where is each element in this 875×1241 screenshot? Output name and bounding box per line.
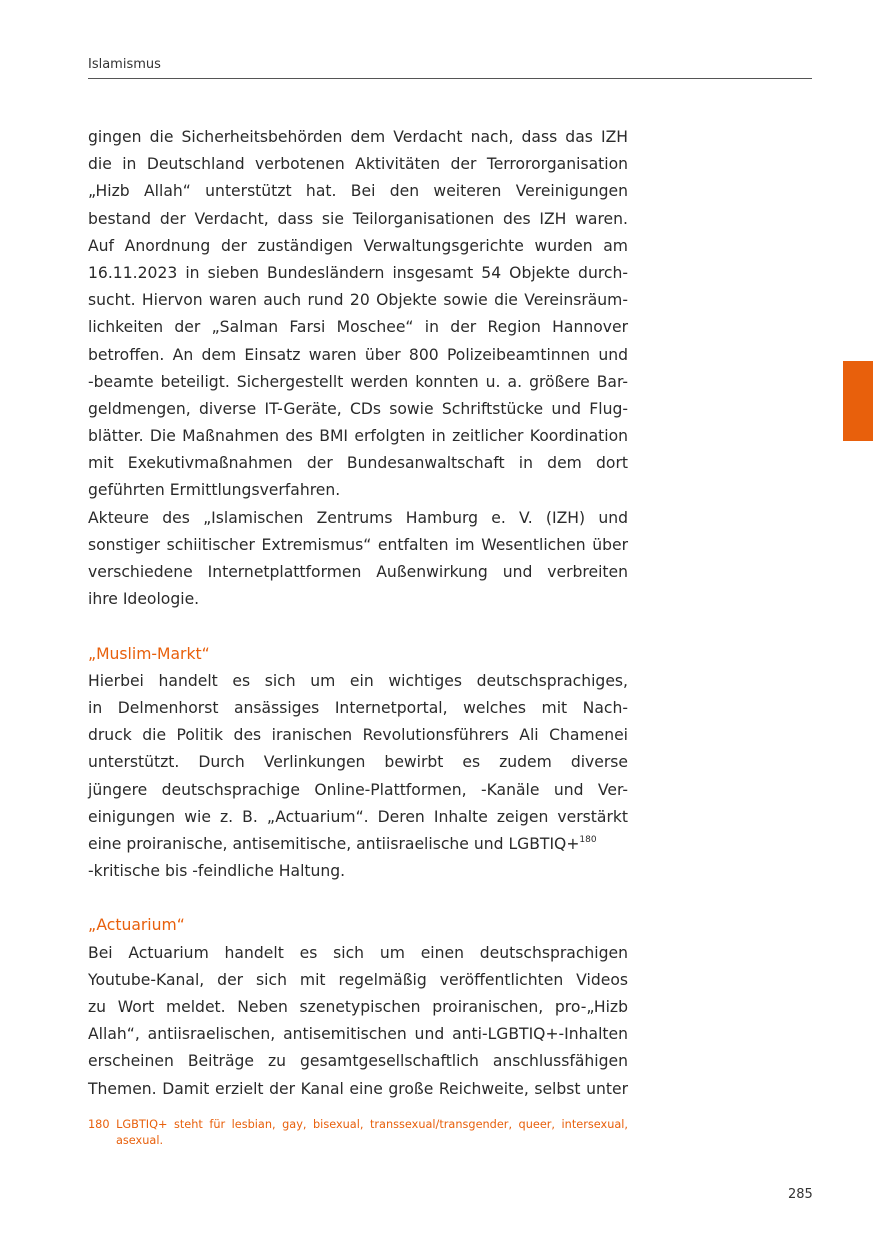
- text-line: ihre Ideologie.: [88, 590, 200, 609]
- text-line: druck die Politik des iranischen Revolutionsführers Ali Chamenei: [88, 726, 628, 745]
- text-line: Akteure des „Islamischen Zentrums Hamburg e. V. (IZH) und: [88, 508, 628, 527]
- footnote-text: asexual.: [116, 1134, 164, 1147]
- text-line: Allah“, antiisraelischen, antisemitischen und anti-LGBTIQ+-Inhalten: [88, 1025, 628, 1044]
- text-line: lichkeiten der „Salman Farsi Moschee“ in der Region Hannover: [88, 318, 628, 337]
- text-line: zu Wort meldet. Neben szenetypischen proiranischen, pro-„Hizb: [88, 998, 628, 1016]
- text-line: gingen die Sicherheitsbehörden dem Verdacht nach, dass das IZH: [88, 128, 628, 146]
- text-line: in Delmenhorst ansässiges Internetportal, welches mit Nach-: [88, 698, 628, 717]
- header-rule: [88, 78, 812, 79]
- text-line: die in Deutschland verbotenen Aktivitäten der Terrororganisation: [88, 155, 628, 174]
- paragraph-spacer: [88, 885, 628, 912]
- section-marker-tab: [843, 361, 873, 441]
- text-line: geldmengen, diverse IT-Geräte, CDs sowie Schriftstücke und Flug-: [88, 399, 628, 418]
- text-line-with-footnote: [88, 831, 628, 858]
- text-line: jüngere deutschsprachige Online-Plattformen, -Kanäle und Ver-: [88, 780, 628, 799]
- text-line: 16.11.2023 in sieben Bundesländern insgesamt 54 Objekte durch-: [88, 263, 628, 282]
- text-line: geführten Ermittlungsverfahren.: [88, 481, 341, 500]
- text-line: Themen. Damit erzielt der Kanal eine große Reichweite, selbst unter: [88, 1079, 628, 1098]
- text-line: betroffen. An dem Einsatz waren über 800 Polizeibeamtinnen und: [88, 345, 628, 364]
- text-line: Youtube-Kanal, der sich mit regelmäßig veröffentlichten Videos: [88, 970, 628, 989]
- footnote: [88, 1117, 628, 1149]
- section-heading-muslim-markt: „Muslim-Markt“: [88, 644, 210, 663]
- text-line: Bei Actuarium handelt es sich um einen deutschsprachigen: [88, 943, 628, 962]
- text-line: bestand der Verdacht, dass sie Teilorganisationen des IZH waren.: [88, 209, 628, 228]
- text-line: Hierbei handelt es sich um ein wichtiges deutschsprachiges,: [88, 671, 628, 690]
- section-heading-actuarium: „Actuarium“: [88, 916, 185, 935]
- text-line: unterstützt. Durch Verlinkungen bewirbt es zudem diverse: [88, 753, 628, 772]
- body-text: [88, 124, 628, 1103]
- footnote-reference: 180: [579, 834, 597, 845]
- page-number: 285: [788, 1187, 813, 1202]
- text-line: -beamte beteiligt. Sichergestellt werden konnten u. a. größere Bar-: [88, 372, 628, 391]
- text-line: erscheinen Beiträge zu gesamtgesellschaftlich anschlussfähigen: [88, 1052, 628, 1071]
- text-line: mit Exekutivmaßnahmen der Bundesanwaltschaft in dem dort: [88, 454, 628, 473]
- footnote-text: 180 LGBTIQ+ steht für lesbian, gay, bisexual, transsexual/transgender, queer, intersexual,: [88, 1118, 628, 1131]
- text-line: -kritische bis -feindliche Haltung.: [88, 862, 346, 881]
- text-line: sonstiger schiitischer Extremismus“ entfalten im Wesentlichen über: [88, 535, 628, 554]
- text-line: Auf Anordnung der zuständigen Verwaltungsgerichte wurden am: [88, 236, 628, 255]
- text-line: verschiedene Internetplattformen Außenwirkung und verbreiten: [88, 563, 628, 581]
- text-line: „Hizb Allah“ unterstützt hat. Bei den weiteren Vereinigungen: [88, 182, 628, 201]
- text-line: sucht. Hiervon waren auch rund 20 Objekte sowie die Vereinsräum-: [88, 291, 628, 310]
- text-line: einigungen wie z. B. „Actuarium“. Deren Inhalte zeigen verstärkt: [88, 807, 628, 826]
- running-header: Islamismus: [88, 57, 161, 72]
- paragraph-spacer: [88, 613, 628, 640]
- text-line: blätter. Die Maßnahmen des BMI erfolgten in zeitlicher Koordination: [88, 427, 628, 446]
- text-line: eine proiranische, antisemitische, antiisraelische und LGBTIQ+: [88, 834, 580, 853]
